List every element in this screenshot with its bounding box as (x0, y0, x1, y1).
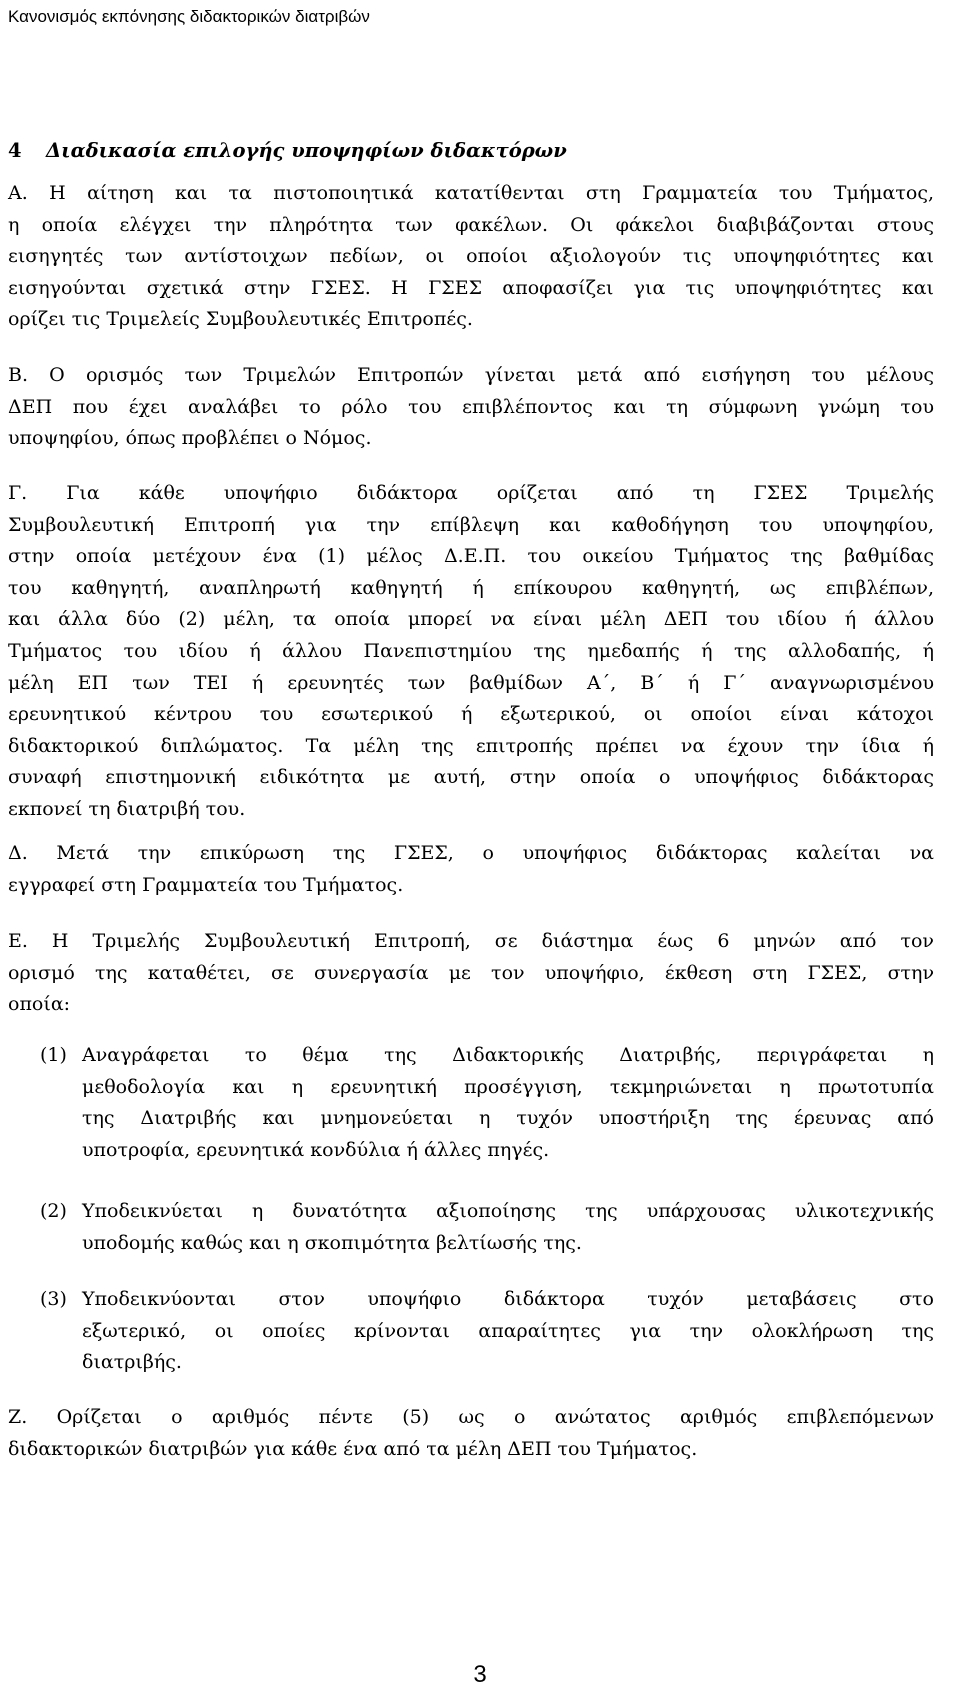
paragraph-b (8, 360, 934, 455)
paragraph-line: η οποία ελέγχει την πληρότητα των φακέλων. Οι φάκελοι διαβιβάζονται στους (8, 213, 934, 236)
paragraph-a (8, 178, 934, 336)
list-line: υποδομής καθώς και η σκοπιμότητα βελτίωσής της. (82, 1231, 582, 1254)
paragraph-d (8, 838, 934, 901)
paragraph-line: Γ. Για κάθε υποψήφιο διδάκτορα ορίζεται από τη ΓΣΕΣ Τριμελής (8, 482, 934, 504)
running-header: Κανονισμός εκπόνησης διδακτορικών διατριβών (8, 7, 370, 26)
paragraph-line: διδακτορικών διατριβών για κάθε ένα από τα μέλη ΔΕΠ του Τμήματος. (8, 1437, 698, 1460)
list-item-body (82, 1284, 934, 1379)
list-line: μεθοδολογία και η ερευνητική προσέγγιση, τεκμηριώνεται η πρωτοτυπία (82, 1075, 934, 1098)
paragraph-line: στην οποία μετέχουν ένα (1) μέλος Δ.Ε.Π. του οικείου Τμήματος της βαθμίδας (8, 545, 934, 568)
list-marker: (1) (40, 1044, 67, 1066)
paragraph-line: ορίζει τις Τριμελείς Συμβουλευτικές Επιτροπές. (8, 308, 473, 331)
page-number: 3 (473, 1661, 487, 1688)
paragraph-line: ορισμό της καταθέτει, σε συνεργασία με τον υποψήφιο, έκθεση στη ΓΣΕΣ, στην (8, 961, 934, 984)
paragraph-line: συναφή επιστημονική ειδικότητα με αυτή, στην οποία ο υποψήφιος διδάκτορας (8, 766, 934, 789)
list-line: διατριβής. (82, 1351, 182, 1374)
paragraph-line: Β. Ο ορισμός των Τριμελών Επιτροπών γίνεται μετά από εισήγηση του μέλους (8, 364, 934, 386)
paragraph-line: Συμβουλευτική Επιτροπή για την επίβλεψη και καθοδήγηση του υποψηφίου, (8, 513, 934, 536)
paragraph-line: μέλη ΕΠ των ΤΕΙ ή ερευνητές των βαθμίδων Α΄, Β΄ ή Γ΄ αναγνωρισμένου (8, 671, 934, 694)
paragraph-line: Τμήματος του ιδίου ή άλλου Πανεπιστημίου της ημεδαπής ή της αλλοδαπής, ή (8, 639, 934, 662)
paragraph-line: Ε. Η Τριμελής Συμβουλευτική Επιτροπή, σε διάστημα έως 6 μηνών από τον (8, 930, 934, 952)
paragraph-line: διδακτορικού διπλώματος. Τα μέλη της επιτροπής πρέπει να έχουν την ίδια ή (8, 734, 934, 757)
list-line: εξωτερικό, οι οποίες κρίνονται απαραίτητες για την ολοκλήρωση της (82, 1319, 934, 1342)
list-item-body (82, 1040, 934, 1166)
paragraph-line: ΔΕΠ που έχει αναλάβει το ρόλο του επιβλέποντος και τη σύμφωνη γνώμη του (8, 395, 934, 418)
list-line: της Διατριβής και μνημονεύεται η τυχόν υποστήριξη της έρευνας από (82, 1107, 934, 1130)
list-marker: (3) (40, 1288, 67, 1310)
list-marker: (2) (40, 1200, 67, 1222)
paragraph-line: οποία: (8, 993, 71, 1016)
list-line: Αναγράφεται το θέμα της Διδακτορικής Διατριβής, περιγράφεται η (82, 1044, 934, 1066)
paragraph-z (8, 1402, 934, 1465)
list-line: Υποδεικνύονται στον υποψήφιο διδάκτορα τυχόν μεταβάσεις στο (82, 1288, 934, 1310)
paragraph-e (8, 926, 934, 1021)
paragraph-line: εισηγούνται σχετικά στην ΓΣΕΣ. Η ΓΣΕΣ αποφασίζει για τις υποψηφιότητες και (8, 276, 934, 299)
paragraph-line: του καθηγητή, αναπληρωτή καθηγητή ή επίκουρου καθηγητή, ως επιβλέπων, (8, 576, 934, 599)
paragraph-line: Ζ. Ορίζεται ο αριθμός πέντε (5) ως ο ανώτατος αριθμός επιβλεπόμενων (8, 1406, 934, 1428)
paragraph-line: Α. Η αίτηση και τα πιστοποιητικά κατατίθενται στη Γραμματεία του Τμήματος, (8, 182, 934, 204)
section-title: Διαδικασία επιλογής υποψηφίων διδακτόρων (46, 139, 567, 162)
paragraph-line: Δ. Μετά την επικύρωση της ΓΣΕΣ, ο υποψήφιος διδάκτορας καλείται να (8, 842, 934, 864)
paragraph-line: υποψηφίου, όπως προβλέπει ο Νόμος. (8, 427, 372, 450)
paragraph-line: και άλλα δύο (2) μέλη, τα οποία μπορεί να είναι μέλη ΔΕΠ του ιδίου ή άλλου (8, 608, 934, 631)
list-line: υποτροφία, ερευνητικά κονδύλια ή άλλες πηγές. (82, 1138, 550, 1161)
paragraph-c (8, 478, 934, 826)
paragraph-line: ερευνητικού κέντρου του εσωτερικού ή εξωτερικού, οι οποίοι είναι κάτοχοι (8, 703, 934, 726)
paragraph-line: εκπονεί τη διατριβή του. (8, 797, 246, 820)
list-item-body (82, 1196, 934, 1259)
paragraph-line: εγγραφεί στη Γραμματεία του Τμήματος. (8, 873, 404, 896)
paragraph-line: εισηγητές των αντίστοιχων πεδίων, οι οποίοι αξιολογούν τις υποψηφιότητες και (8, 245, 934, 268)
list-line: Υποδεικνύεται η δυνατότητα αξιοποίησης της υπάρχουσας υλικοτεχνικής (82, 1200, 934, 1222)
section-heading (8, 136, 934, 166)
section-number: 4 (8, 139, 22, 162)
